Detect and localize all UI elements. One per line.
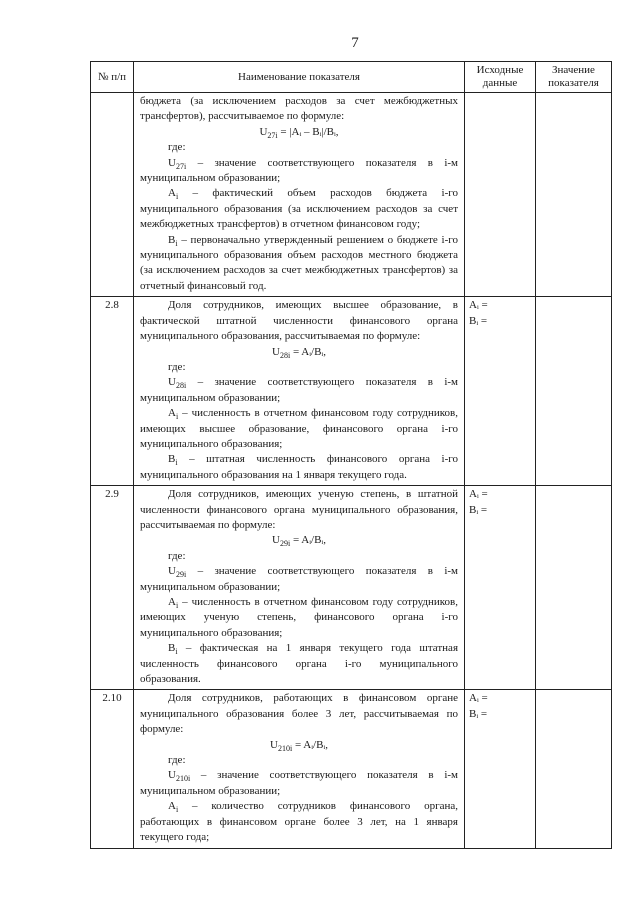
header-value: Значение показателя xyxy=(536,62,612,93)
formula xyxy=(140,345,458,360)
where-label: где: xyxy=(168,754,186,767)
variable-symbol: A xyxy=(168,800,176,813)
variable-definition xyxy=(140,156,458,187)
variable-subscript: i xyxy=(175,192,179,202)
indicator-intro: бюджета (за исключением расходов за счет межбюджетных трансфертов), рассчитываемое по формуле: xyxy=(140,95,458,123)
header-num: № п/п xyxy=(91,62,134,93)
formula-expression: = Aᵢ/Bᵢ, xyxy=(290,534,326,547)
variable-text: – численность в отчетном финансовом году сотрудников, имеющих высшее образование, финансового органа i-го муниципального образования; xyxy=(140,407,458,450)
formula-subscript: 29i xyxy=(279,539,291,549)
formula-symbol: U xyxy=(270,738,278,751)
variable-symbol: U xyxy=(168,376,176,389)
variable-definition xyxy=(140,768,458,799)
variable-symbol: A xyxy=(168,187,176,200)
table-row xyxy=(91,93,612,297)
table-body xyxy=(91,93,612,849)
indicator-description xyxy=(134,93,465,297)
source-data-cell xyxy=(465,690,536,848)
variable-text: – первоначально утвержденный решением о бюджете i-го муниципального образования объем расходов местного бюджета (за исключением расходов за счет межбюджетных трансфертов) за отчетный финансовый год. xyxy=(140,233,458,292)
row-number: 2.10 xyxy=(91,690,134,848)
source-data-line: Bᵢ = xyxy=(469,707,488,720)
variable-subscript: i xyxy=(175,412,179,422)
formula-symbol: U xyxy=(272,534,280,547)
formula-expression: = Aᵢ/Bᵢ, xyxy=(290,345,326,358)
table-row xyxy=(91,297,612,486)
where-label: где: xyxy=(168,141,186,154)
indicator-description xyxy=(134,297,465,486)
variable-subscript: i xyxy=(175,805,179,815)
source-data-cell xyxy=(465,93,536,297)
variable-symbol: B xyxy=(168,453,176,466)
table-row xyxy=(91,486,612,690)
variable-text: – фактический объем расходов бюджета i-го муниципального образования (за исключением расходов за счет межбюджетных трансфертов) в отчетном финансовом году; xyxy=(140,187,458,231)
variable-symbol: B xyxy=(168,233,176,246)
variable-text: – количество сотрудников финансового органа, работающих в финансовом органе более 3 лет, на 1 января текущего года; xyxy=(140,800,458,844)
formula-expression: = Aᵢ/Bᵢ, xyxy=(292,738,328,751)
variable-definition xyxy=(140,595,458,641)
where-label: где: xyxy=(168,549,186,562)
source-data-cell xyxy=(465,297,536,486)
formula xyxy=(140,125,458,140)
variable-text: – фактическая на 1 января текущего года штатная численность финансового органа i-го муниципального образования. xyxy=(140,642,458,686)
variable-text: – значение соответствующего показателя в i-м муниципальном образовании; xyxy=(140,156,458,185)
indicator-description xyxy=(134,486,465,690)
variable-symbol: U xyxy=(168,565,176,578)
row-number xyxy=(91,93,134,297)
formula-symbol: U xyxy=(272,345,280,358)
variable-definition xyxy=(140,452,458,483)
indicator-value-cell xyxy=(536,297,612,486)
row-number: 2.9 xyxy=(91,486,134,690)
indicator-value-cell xyxy=(536,93,612,297)
header-source: Исходные данные xyxy=(465,62,536,93)
formula xyxy=(140,533,458,548)
formula-expression: = |Aᵢ – Bᵢ|/Bᵢ, xyxy=(277,125,339,138)
variable-text: – значение соответствующего показателя в i-м муниципальном образовании; xyxy=(140,565,458,593)
indicator-intro: Доля сотрудников, имеющих высшее образование, в фактической штатной численности финансового органа муниципального образования, рассчитываемая по формуле: xyxy=(140,299,458,343)
table-header-row xyxy=(91,62,612,93)
source-data-line: Bᵢ = xyxy=(469,503,488,516)
variable-subscript: i xyxy=(175,238,178,248)
variable-subscript: i xyxy=(175,458,178,468)
indicator-description xyxy=(134,690,465,848)
variable-subscript: 29i xyxy=(175,570,187,580)
variable-symbol: A xyxy=(168,596,176,608)
source-data-line: Aᵢ = xyxy=(469,692,488,705)
variable-definition xyxy=(140,564,458,595)
formula-subscript: 27i xyxy=(267,131,278,140)
variable-subscript: 210i xyxy=(175,774,191,784)
page-number: 7 xyxy=(351,35,359,51)
variable-definition xyxy=(140,406,458,452)
formula xyxy=(140,738,458,753)
variable-definition xyxy=(140,233,458,295)
header-name: Наименование показателя xyxy=(134,62,465,93)
formula-subscript: 28i xyxy=(279,350,291,360)
variable-definition xyxy=(140,641,458,687)
variable-symbol: U xyxy=(168,769,176,782)
variable-text: – значение соответствующего показателя в i-м муниципальном образовании; xyxy=(140,769,458,797)
variable-subscript: i xyxy=(175,647,178,657)
variable-symbol: B xyxy=(168,642,176,655)
indicator-value-cell xyxy=(536,690,612,848)
table-row xyxy=(91,690,612,848)
source-data-line: Aᵢ = xyxy=(469,299,488,312)
variable-text: – штатная численность финансового органа i-го муниципального образования на 1 января текущего года. xyxy=(140,453,458,481)
formula-symbol: U xyxy=(259,125,268,138)
indicator-intro: Доля сотрудников, имеющих ученую степень, в штатной численности финансового органа муниципального образования, рассчитываемая по формуле: xyxy=(140,488,458,531)
row-number: 2.8 xyxy=(91,297,134,486)
variable-symbol: U xyxy=(168,156,176,169)
variable-subscript: i xyxy=(175,601,179,611)
source-data-cell xyxy=(465,486,536,690)
variable-text: – численность в отчетном финансовом году сотрудников, имеющих ученую степень, финансового органа i-го муниципального образования; xyxy=(140,596,458,639)
source-data-line: Bᵢ = xyxy=(469,314,488,327)
variable-subscript: 27i xyxy=(175,161,187,171)
where-label: где: xyxy=(168,360,186,373)
variable-symbol: A xyxy=(168,407,176,420)
variable-definition xyxy=(140,186,458,232)
variable-subscript: 28i xyxy=(175,381,187,391)
indicator-value-cell xyxy=(536,486,612,690)
indicator-intro: Доля сотрудников, работающих в финансовом органе муниципального образования более 3 лет, рассчитываемая по формуле: xyxy=(140,692,458,736)
indicators-table xyxy=(90,61,612,849)
formula-subscript: 210i xyxy=(277,743,293,753)
variable-text: – значение соответствующего показателя в i-м муниципальном образовании; xyxy=(140,376,458,404)
variable-definition xyxy=(140,375,458,406)
variable-definition xyxy=(140,799,458,845)
source-data-line: Aᵢ = xyxy=(469,488,488,501)
